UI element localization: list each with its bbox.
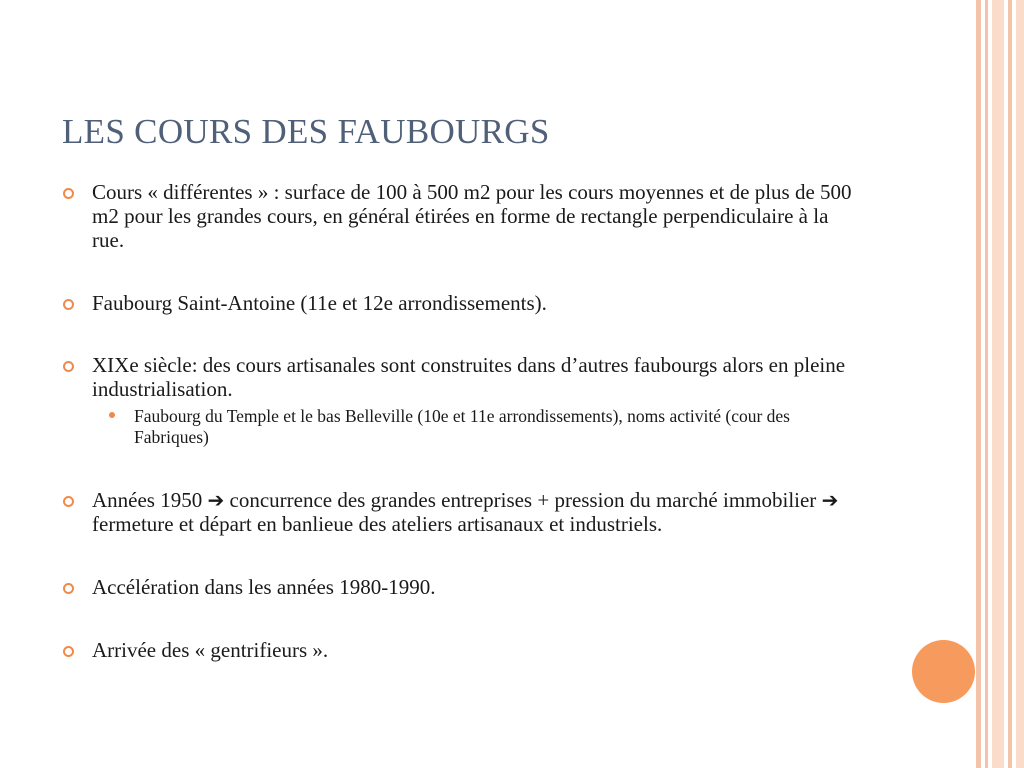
bullet-item xyxy=(62,353,862,448)
stripe xyxy=(992,0,1004,768)
bullet-icon xyxy=(63,188,74,199)
decorative-stripes xyxy=(976,0,1024,768)
sub-bullet-text: Faubourg du Temple et le bas Belleville (10e et 11e arrondissements), noms activité (cour des Fabriques) xyxy=(134,406,790,447)
decorative-circle xyxy=(912,640,975,703)
bullet-item xyxy=(62,180,862,252)
bullet-icon xyxy=(63,646,74,657)
bullet-text: Arrivée des « gentrifieurs ». xyxy=(92,638,329,662)
bullet-text-part: concurrence des grandes entreprises + pression du marché immobilier xyxy=(229,488,817,512)
bullet-text: XIXe siècle: des cours artisanales sont construites dans d’autres faubourgs alors en pleine industrialisation. xyxy=(92,353,846,401)
sub-bullet-item xyxy=(134,406,862,448)
bullet-icon xyxy=(63,361,74,372)
stripe xyxy=(1016,0,1024,768)
slide-content xyxy=(62,180,862,662)
bullet-item xyxy=(62,488,862,536)
bullet-icon xyxy=(63,496,74,507)
bullet-text: Cours « différentes » : surface de 100 à 500 m2 pour les cours moyennes et de plus de 500 m2 pour les grandes cours, en général étirées en forme de rectangle perpendiculaire à la rue. xyxy=(92,180,852,252)
arrow-right-icon: ➔ xyxy=(207,488,225,512)
slide-title: LES COURS DES FAUBOURGS xyxy=(62,112,550,151)
sub-bullet-icon xyxy=(109,412,115,418)
bullet-text-part: Années 1950 xyxy=(92,488,203,512)
bullet-item xyxy=(62,575,862,599)
stripe xyxy=(985,0,988,768)
bullet-icon xyxy=(63,299,74,310)
bullet-item xyxy=(62,638,862,662)
stripe xyxy=(976,0,981,768)
stripe xyxy=(1008,0,1012,768)
arrow-right-icon: ➔ xyxy=(821,488,839,512)
bullet-text: Accélération dans les années 1980-1990. xyxy=(92,575,436,599)
bullet-icon xyxy=(63,583,74,594)
bullet-text: Faubourg Saint-Antoine (11e et 12e arrondissements). xyxy=(92,291,547,315)
bullet-item xyxy=(62,291,862,315)
bullet-text-part: fermeture et départ en banlieue des ateliers artisanaux et industriels. xyxy=(92,512,663,536)
